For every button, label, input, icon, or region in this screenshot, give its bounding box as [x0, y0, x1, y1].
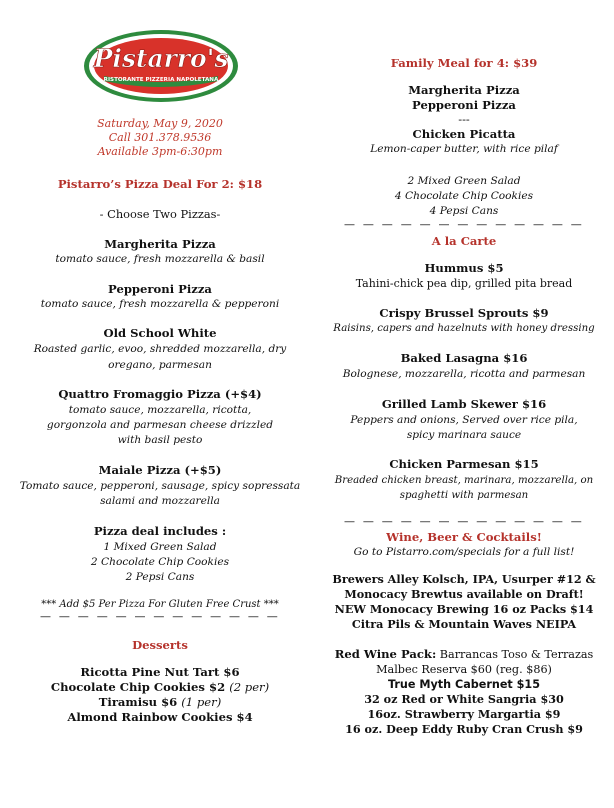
cocktail-line: 32 oz Red or White Sangria $30 [364, 692, 564, 706]
family-meal-item: Margherita Pizza [408, 83, 520, 97]
carte-item-desc: Raisins, capers and hazelnuts with honey dressing [333, 323, 595, 334]
pizza-desc: salami and mozzarella [100, 495, 220, 507]
cocktail-line: 16oz. Strawberry Margartia $9 [367, 707, 561, 721]
dessert-item: Ricotta Pine Nut Tart $6 [80, 665, 240, 679]
menu-phone: Call 301.378.9536 [108, 131, 212, 144]
a-la-carte-title: A la Carte [431, 234, 497, 248]
menu-hours: Available 3pm-6:30pm [97, 145, 223, 158]
carte-item-name: Crispy Brussel Sprouts $9 [379, 306, 549, 320]
includes-item: 2 Pepsi Cans [125, 571, 195, 583]
choose-two-pizzas: - Choose Two Pizzas- [99, 207, 221, 221]
dessert-note: (1 per) [181, 695, 222, 709]
beer-line: NEW Monocacy Brewing 16 oz Packs $14 [334, 602, 594, 616]
carte-item-desc: Tahini-chick pea dip, grilled pita bread [355, 277, 573, 290]
pizza-name: Pepperoni Pizza [108, 282, 212, 296]
desserts-title: Desserts [132, 638, 188, 652]
pizza-name: Old School White [103, 326, 217, 340]
family-meal-extra: 4 Pepsi Cans [429, 205, 499, 217]
pizza-desc: with basil pesto [117, 434, 203, 446]
dessert-item: Chocolate Chip Cookies $2 (2 per) [50, 680, 270, 694]
pizza-desc: gorgonzola and parmesan cheese drizzled [46, 419, 274, 431]
pizza-desc: tomato sauce, fresh mozzarella & basil [55, 253, 265, 265]
family-meal-entree-desc: Lemon-caper butter, with rice pilaf [370, 143, 558, 155]
carte-item-name: Baked Lasagna $16 [400, 351, 528, 365]
family-meal-separator: --- [458, 112, 470, 126]
includes-title: Pizza deal includes : [93, 524, 227, 538]
pistarros-logo [82, 28, 240, 104]
carte-item-name: Hummus $5 [424, 261, 504, 275]
gluten-free-note: *** Add $5 Per Pizza For Gluten Free Crust *** [41, 599, 279, 610]
dessert-note: (2 per) [229, 680, 270, 694]
family-meal-item: Pepperoni Pizza [412, 98, 516, 112]
drinks-subtitle: Go to Pistarro.com/specials for a full list! [353, 546, 575, 558]
includes-item: 2 Chocolate Chip Cookies [90, 556, 230, 568]
pizza-name: Quattro Fromaggio Pizza (+$4) [58, 387, 262, 401]
pizza-name: Margherita Pizza [104, 237, 216, 251]
divider: — — — — — — — — — — — — — [40, 610, 280, 623]
logo-tagline: RISTORANTE PIZZERIA NAPOLETANA [103, 77, 219, 83]
family-meal-extra: 4 Chocolate Chip Cookies [394, 190, 534, 202]
dessert-item: Tiramisu $6 (1 per) [98, 695, 222, 709]
drinks-title: Wine, Beer & Cocktails! [386, 530, 542, 544]
pizza-deal-title: Pistarro’s Pizza Deal For 2: $18 [57, 177, 263, 191]
family-meal-title: Family Meal for 4: $39 [390, 56, 538, 70]
pizza-desc: Tomato sauce, pepperoni, sausage, spicy sopressata [19, 480, 301, 492]
logo-wordmark: Pistarro's [93, 44, 229, 73]
beer-line: Monocacy Brewtus available on Draft! [344, 587, 584, 601]
pizza-desc: tomato sauce, fresh mozzarella & pepperoni [40, 298, 280, 310]
carte-item-name: Grilled Lamb Skewer $16 [381, 397, 547, 411]
red-wine-price: Malbec Reserva $60 (reg. $86) [376, 663, 552, 676]
beer-line: Citra Pils & Mountain Waves NEIPA [351, 617, 577, 631]
carte-item-desc: Breaded chicken breast, marinara, mozzarella, on [334, 475, 594, 486]
cocktail-line: 16 oz. Deep Eddy Ruby Cran Crush $9 [345, 722, 583, 736]
includes-item: 1 Mixed Green Salad [103, 541, 217, 553]
family-meal-extra: 2 Mixed Green Salad [407, 175, 521, 187]
pizza-desc: oregano, parmesan [108, 359, 212, 371]
red-wine-pack [322, 647, 606, 662]
pizza-desc: tomato sauce, mozzarella, ricotta, [68, 404, 252, 416]
pizza-name: Maiale Pizza (+$5) [98, 463, 222, 477]
carte-item-desc: Peppers and onions, Served over rice pila, [350, 414, 578, 426]
divider: — — — — — — — — — — — — — [344, 218, 584, 231]
divider: — — — — — — — — — — — — — [344, 515, 584, 528]
pizza-desc: Roasted garlic, evoo, shredded mozzarella, dry [33, 343, 287, 355]
carte-item-desc: spicy marinara sauce [406, 429, 522, 441]
cabernet-special: True Myth Cabernet $15 [387, 678, 541, 691]
dessert-item: Almond Rainbow Cookies $4 [67, 710, 253, 724]
family-meal-entree: Chicken Picatta [412, 127, 516, 141]
red-wine-detail: Barrancas Toso & Terrazas [436, 648, 594, 661]
red-wine-label: Red Wine Pack: [334, 647, 437, 661]
carte-item-name: Chicken Parmesan $15 [389, 457, 539, 471]
carte-item-desc: spaghetti with parmesan [399, 490, 529, 501]
menu-date: Saturday, May 9, 2020 [97, 117, 223, 130]
carte-item-desc: Bolognese, mozzarella, ricotta and parmesan [342, 368, 586, 380]
beer-line: Brewers Alley Kolsch, IPA, Usurper #12 & [332, 572, 596, 586]
